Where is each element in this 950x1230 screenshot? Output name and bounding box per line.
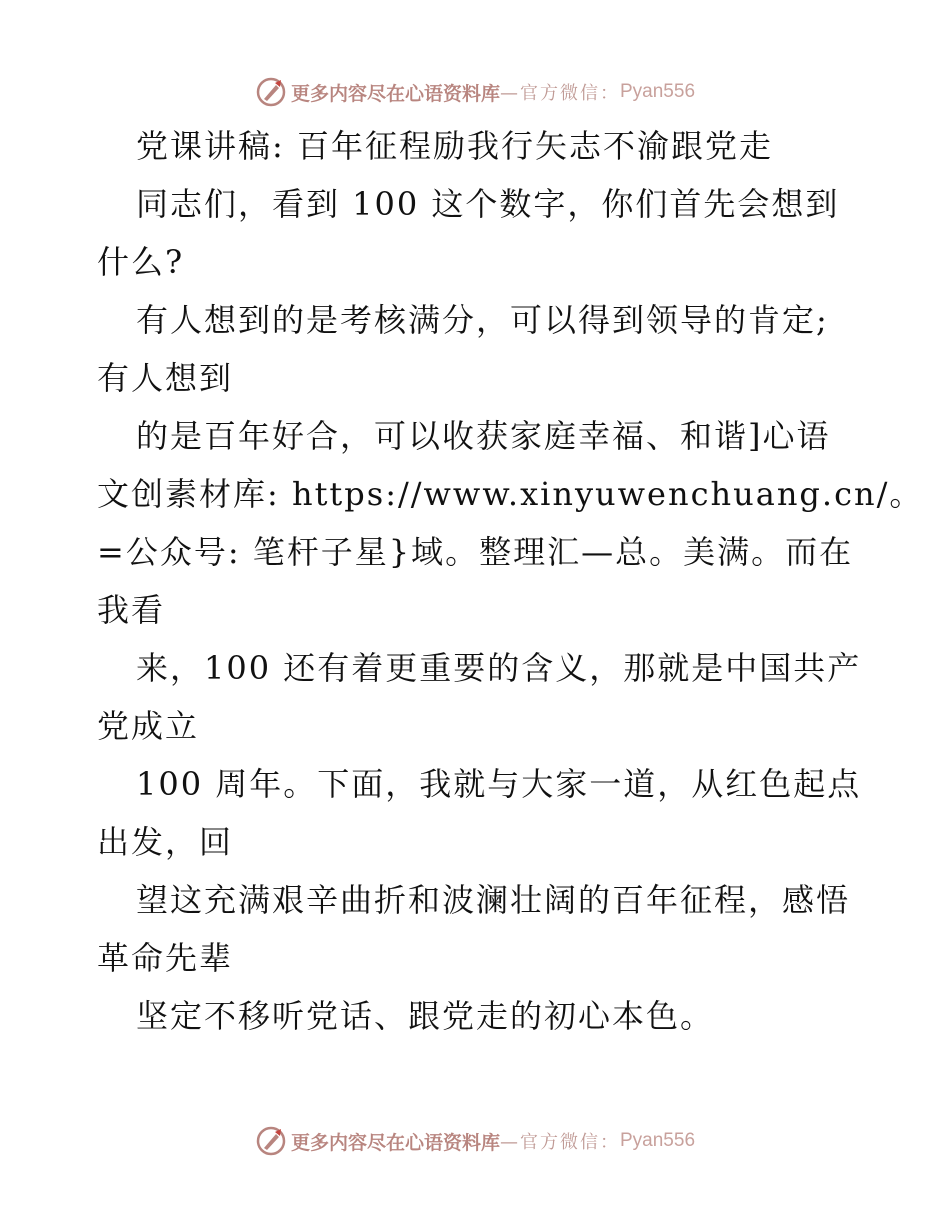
paragraph-line: 党成立 xyxy=(97,707,200,745)
header-sub-text: —官方微信： xyxy=(500,83,620,104)
paragraph-line: 同志们，看到 100 这个数字，你们首先会想到 xyxy=(136,185,840,223)
header-banner xyxy=(0,72,950,112)
quill-pen-logo-icon xyxy=(255,76,287,108)
paragraph-line: 革命先辈 xyxy=(97,939,234,977)
footer-main-text: 更多内容尽在心语资料库 xyxy=(290,1131,500,1154)
paragraph-line: 什么? xyxy=(97,243,185,281)
footer-banner xyxy=(0,1121,950,1161)
document-title: 党课讲稿: 百年征程励我行矢志不渝跟党走 xyxy=(136,127,773,165)
paragraph-line: 来，100 还有着更重要的含义，那就是中国共产 xyxy=(136,649,862,687)
paragraph-line: 有人想到的是考核满分，可以得到领导的肯定; xyxy=(136,301,829,339)
quill-pen-logo-icon xyxy=(255,1125,287,1157)
paragraph-line: 的是百年好合，可以收获家庭幸福、和谐]心语 xyxy=(136,417,831,455)
paragraph-line: 坚定不移听党话、跟党走的初心本色。 xyxy=(136,997,715,1035)
footer-sub-text: —官方微信： xyxy=(500,1132,620,1153)
paragraph-line: =公众号: 笔杆子星}域。整理汇—总。美满。而在 xyxy=(97,533,854,571)
header-wechat-id: Pyan556 xyxy=(620,81,696,102)
footer-wechat-id: Pyan556 xyxy=(620,1130,696,1151)
paragraph-line: 望这充满艰辛曲折和波澜壮阔的百年征程，感悟 xyxy=(136,881,851,919)
paragraph-line: 出发，回 xyxy=(97,823,234,861)
paragraph-line: 我看 xyxy=(97,591,166,629)
paragraph-line: 有人想到 xyxy=(97,359,234,397)
paragraph-line: 文创素材库: https://www.xinyuwenchuang.cn/。 xyxy=(97,475,924,513)
header-main-text: 更多内容尽在心语资料库 xyxy=(290,82,500,105)
document-body xyxy=(97,117,924,1045)
paragraph-line: 100 周年。下面，我就与大家一道，从红色起点 xyxy=(136,765,862,803)
